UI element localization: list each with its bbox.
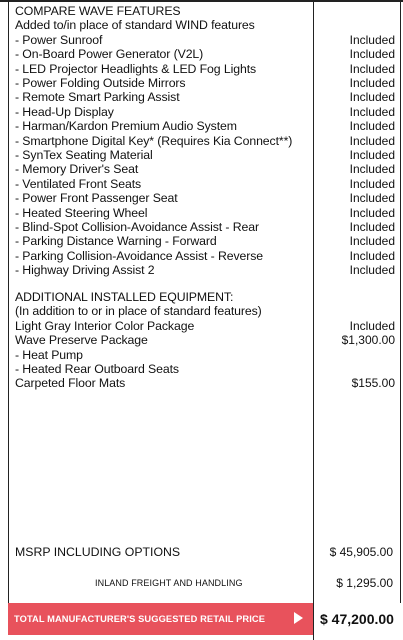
equipment-value: $155.00 (351, 376, 395, 391)
feature-label: - Ventilated Front Seats (15, 176, 142, 191)
feature-value: Included (349, 90, 395, 105)
feature-label: - On-Board Power Generator (V2L) (15, 47, 204, 62)
right-border (400, 0, 401, 603)
feature-value: Included (349, 32, 395, 47)
equipment-label: Light Gray Interior Color Package (15, 318, 195, 333)
top-border (0, 0, 403, 2)
feature-value: Included (349, 47, 395, 62)
arrow-right-icon (294, 612, 303, 624)
total-price-label: TOTAL MANUFACTURER'S SUGGESTED RETAIL PRICE (14, 614, 265, 624)
feature-label: - Power Sunroof (15, 32, 103, 47)
msrp-label: MSRP INCLUDING OPTIONS (15, 545, 181, 559)
feature-label: - Parking Collision-Avoidance Assist - Reverse (15, 248, 264, 263)
feature-value: Included (349, 162, 395, 177)
feature-label: - Remote Smart Parking Assist (15, 90, 180, 105)
equipment-label: Wave Preserve Package (15, 333, 148, 348)
feature-label: - Head-Up Display (15, 104, 114, 119)
features-subheading: Added to/in place of standard WIND features (15, 18, 255, 33)
feature-label: - Parking Distance Warning - Forward (15, 234, 217, 249)
feature-value: Included (349, 76, 395, 90)
feature-value: Included (349, 148, 395, 162)
feature-value: Included (349, 104, 395, 119)
feature-value: Included (349, 263, 395, 278)
feature-label: - Memory Driver's Seat (15, 162, 139, 177)
feature-label: - Power Front Passenger Seat (15, 191, 178, 206)
feature-label: - Blind-Spot Collision-Avoidance Assist - Rear (15, 220, 259, 234)
feature-label: - Power Folding Outside Mirrors (15, 76, 186, 90)
feature-value: Included (349, 61, 395, 76)
freight-value: $ 1,295.00 (336, 576, 393, 590)
feature-label: - LED Projector Headlights & LED Fog Lights (15, 61, 257, 76)
equipment-label: Carpeted Floor Mats (15, 376, 126, 391)
feature-label: - Harman/Kardon Premium Audio System (15, 119, 237, 134)
left-border (8, 0, 9, 603)
feature-value: Included (349, 133, 395, 148)
feature-label: - Smartphone Digital Key* (Requires Kia Connect**) (15, 133, 293, 148)
equipment-label: - Heat Pump (15, 347, 83, 362)
additional-subheading: (In addition to or in place of standard features) (15, 304, 262, 319)
price-column-divider (313, 0, 314, 640)
features-heading: COMPARE WAVE FEATURES (15, 4, 181, 18)
feature-label: - Heated Steering Wheel (15, 205, 148, 220)
feature-value: Included (349, 205, 395, 220)
feature-value: Included (349, 119, 395, 134)
equipment-value: Included (349, 318, 395, 333)
freight-label: INLAND FREIGHT AND HANDLING (95, 578, 243, 588)
additional-heading: ADDITIONAL INSTALLED EQUIPMENT: (15, 290, 234, 304)
feature-value: Included (349, 220, 395, 234)
equipment-label: - Heated Rear Outboard Seats (15, 362, 179, 376)
total-price-bar (8, 603, 313, 635)
feature-value: Included (349, 234, 395, 249)
feature-value: Included (349, 248, 395, 263)
feature-label: - SynTex Seating Material (15, 148, 153, 162)
equipment-value: $1,300.00 (341, 333, 395, 348)
feature-value: Included (349, 176, 395, 191)
feature-label: - Highway Driving Assist 2 (15, 263, 155, 278)
feature-value: Included (349, 191, 395, 206)
total-price-value: $ 47,200.00 (320, 611, 394, 627)
msrp-value: $ 45,905.00 (329, 545, 393, 559)
